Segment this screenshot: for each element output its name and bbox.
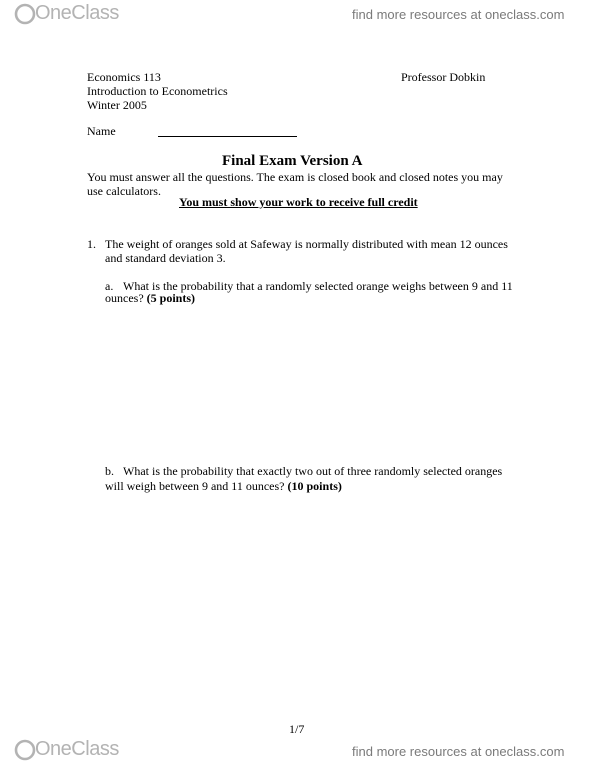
banner-link-top[interactable]: find more resources at oneclass.com: [352, 7, 565, 22]
part-a-text-line-2: [105, 291, 195, 305]
part-b-letter: b.: [105, 464, 114, 478]
part-b-text-line-1: What is the probability that exactly two out of three randomly selected oranges: [123, 464, 503, 478]
exam-title: Final Exam Version A: [222, 153, 363, 169]
oneclass-logo-text: OneClass: [35, 2, 119, 24]
course-term: Winter 2005: [87, 98, 147, 112]
question-text-line-2: and standard deviation 3.: [105, 251, 226, 265]
oneclass-logo-text: OneClass: [35, 738, 119, 760]
oneclass-logo-top[interactable]: [14, 2, 119, 25]
course-code: Economics 113: [87, 70, 161, 84]
part-a-text: ounces?: [105, 291, 144, 305]
name-blank-line: [158, 136, 297, 137]
question-text-line-1: The weight of oranges sold at Safeway is normally distributed with mean 12 ounces: [105, 237, 508, 251]
part-a-text-line-1: What is the probability that a randomly selected orange weighs between 9 and 11: [123, 279, 513, 293]
part-a-letter: a.: [105, 279, 114, 293]
part-b-text: will weigh between 9 and 11 ounces?: [105, 479, 285, 493]
banner-link-bottom[interactable]: find more resources at oneclass.com: [352, 744, 565, 759]
part-b-points: (10 points): [287, 479, 342, 493]
oneclass-circle-icon: [14, 739, 36, 761]
professor-name: Professor Dobkin: [401, 70, 486, 84]
course-title: Introduction to Econometrics: [87, 84, 228, 98]
instructions-line-1: You must answer all the questions. The exam is closed book and closed notes you may: [87, 170, 503, 184]
part-b-text-line-2: [105, 479, 342, 493]
part-a-points: (5 points): [146, 291, 195, 305]
page-number: 1/7: [289, 722, 305, 736]
question-number: 1.: [87, 237, 96, 251]
oneclass-logo-bottom[interactable]: [14, 738, 119, 761]
name-label: Name: [87, 124, 116, 138]
instructions-line-2: use calculators.: [87, 184, 161, 198]
show-work-notice: You must show your work to receive full credit: [179, 195, 418, 209]
oneclass-circle-icon: [14, 3, 36, 25]
